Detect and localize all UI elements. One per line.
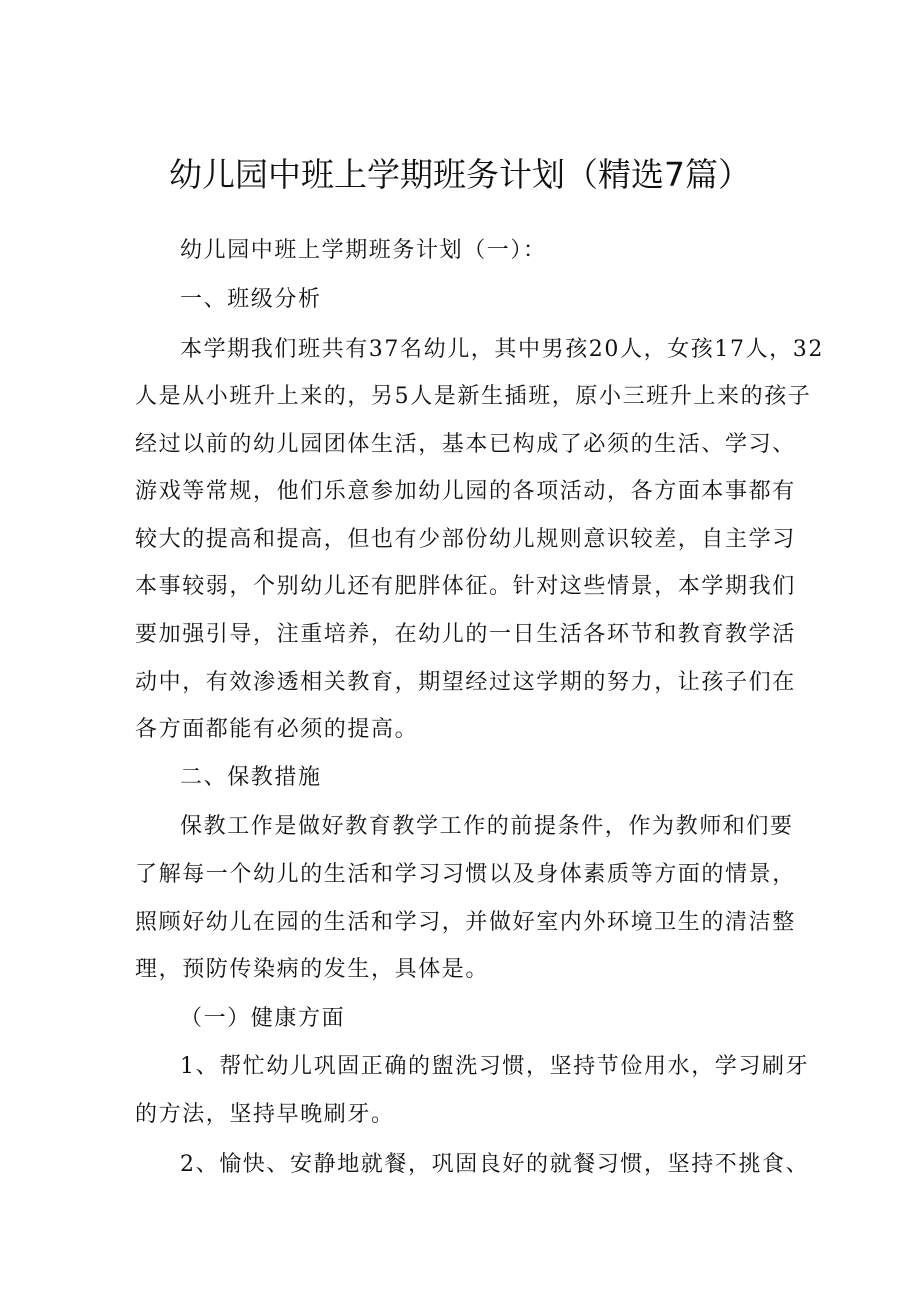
paragraph-line: 要加强引导，注重培养，在幼儿的一日生活各环节和教育教学活: [135, 622, 796, 647]
list-item-line: 2、愉快、安静地就餐，巩固良好的就餐习惯，坚持不挑食、: [180, 1152, 810, 1177]
section-heading-class-analysis: 一、班级分析: [180, 287, 322, 312]
paragraph-line: 游戏等常规，他们乐意参加幼儿园的各项活动，各方面本事都有: [135, 479, 796, 504]
list-item-line: 的方法，坚持早晚刷牙。: [135, 1102, 395, 1127]
subsection-heading-health: （一）健康方面: [180, 1006, 346, 1031]
paragraph-line: 各方面都能有必须的提高。: [135, 717, 419, 742]
list-item-line: 1、帮忙幼儿巩固正确的盥洗习惯，坚持节俭用水，学习刷牙: [180, 1054, 810, 1079]
paragraph-line: 人是从小班升上来的，另5人是新生插班，原小三班升上来的孩子: [135, 384, 812, 409]
paragraph-line: 了解每一个幼儿的生活和学习习惯以及身体素质等方面的情景，: [135, 862, 796, 887]
section-heading-care-measures: 二、保教措施: [180, 765, 322, 790]
paragraph-line: 照顾好幼儿在园的生活和学习，并做好室内外环境卫生的清洁整: [135, 910, 796, 935]
paragraph-line: 本学期我们班共有37名幼儿，其中男孩20人，女孩17人，32: [180, 337, 824, 362]
paragraph-line: 保教工作是做好教育教学工作的前提条件，作为教师和们要: [180, 814, 794, 839]
paragraph-line: 经过以前的幼儿园团体生活，基本已构成了必须的生活、学习、: [135, 432, 796, 457]
document-title: 幼儿园中班上学期班务计划（精选7篇）: [169, 155, 751, 194]
paragraph-line: 较大的提高和提高，但也有少部份幼儿规则意识较差，自主学习: [135, 527, 796, 552]
section-heading-plan-one: 幼儿园中班上学期班务计划（一）：: [180, 238, 547, 263]
paragraph-line: 动中，有效渗透相关教育，期望经过这学期的努力，让孩子们在: [135, 670, 796, 695]
paragraph-line: 本事较弱，个别幼儿还有肥胖体征。针对这些情景，本学期我们: [135, 574, 796, 599]
paragraph-line: 理，预防传染病的发生，具体是。: [135, 957, 490, 982]
